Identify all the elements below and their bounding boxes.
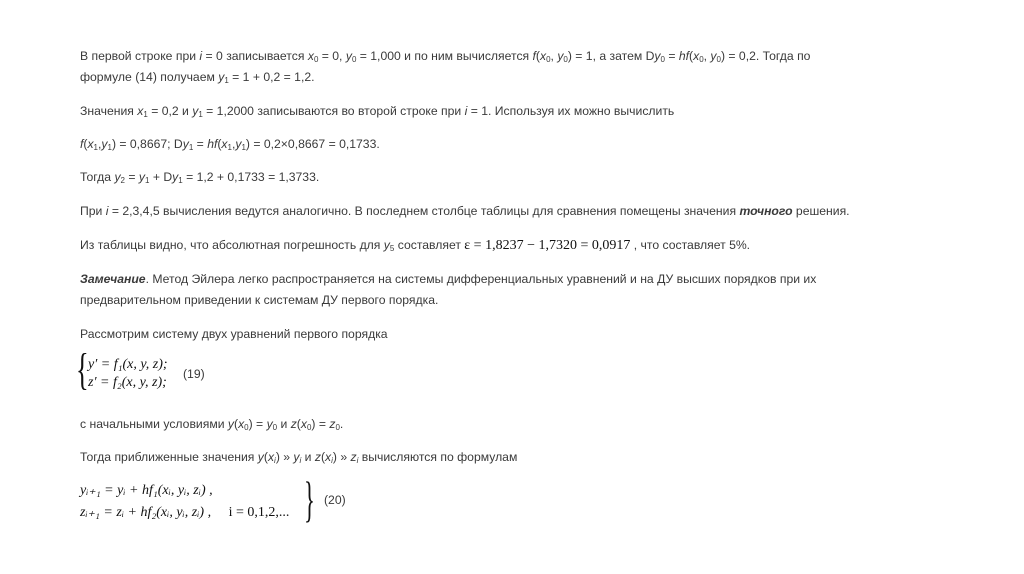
var-z: z bbox=[329, 417, 336, 431]
sub: 0 bbox=[660, 55, 665, 64]
var-x: x bbox=[539, 49, 547, 63]
text: = 1,2000 записываются во второй строке при bbox=[202, 104, 465, 118]
sub: 0 bbox=[716, 55, 721, 64]
text: Рассмотрим систему двух уравнений первого порядка bbox=[80, 327, 388, 341]
paragraph-4 bbox=[80, 167, 319, 188]
paragraph-1 bbox=[80, 46, 810, 67]
var-y: y bbox=[218, 70, 225, 84]
var-x: x bbox=[693, 49, 700, 63]
sub: 0 bbox=[563, 55, 568, 64]
text: ) » bbox=[275, 450, 294, 464]
sub-i: i bbox=[274, 456, 276, 465]
paragraph-5 bbox=[80, 201, 850, 222]
var-z: z bbox=[314, 450, 321, 464]
paragraph-1-line-2 bbox=[80, 67, 315, 88]
text: и bbox=[301, 450, 315, 464]
var-x: x bbox=[325, 450, 332, 464]
var-i: i bbox=[199, 49, 203, 63]
sub: 0 bbox=[244, 423, 249, 432]
var-i: i bbox=[464, 104, 468, 118]
var-y: y bbox=[172, 170, 179, 184]
var-f: f bbox=[532, 49, 536, 63]
var-i: i bbox=[105, 204, 109, 218]
text: = 1. Используя их можно вычислить bbox=[467, 104, 675, 118]
text: ( bbox=[535, 49, 540, 63]
paragraph-2 bbox=[80, 101, 674, 122]
text: = 2,3,4,5 вычисления ведутся аналогично. В последнем столбце таблицы для сравнения помещены значения bbox=[108, 204, 740, 218]
text: вычисляются по формулам bbox=[358, 450, 518, 464]
var-y: y bbox=[235, 137, 242, 151]
paragraph-3 bbox=[80, 134, 380, 155]
paragraph-7-line-2 bbox=[80, 290, 438, 311]
var-y: y bbox=[383, 238, 390, 252]
var-y: y bbox=[345, 49, 352, 63]
sub: 5 bbox=[389, 244, 395, 253]
var-z: z bbox=[350, 450, 357, 464]
sub: 1 bbox=[93, 143, 98, 152]
text: ) = 0,2. Тогда по bbox=[720, 49, 811, 63]
var-f: f bbox=[80, 137, 84, 151]
text: , что составляет 5%. bbox=[630, 238, 751, 252]
text: + D bbox=[149, 170, 173, 184]
sub: 2 bbox=[120, 176, 125, 185]
text: Тогда приближенные значения bbox=[80, 450, 258, 464]
var-y: y bbox=[101, 137, 108, 151]
emphasis: точного bbox=[739, 204, 793, 218]
text: = 0 записывается bbox=[202, 49, 308, 63]
text: = bbox=[664, 49, 679, 63]
text: ( bbox=[234, 417, 239, 431]
sub: 0 bbox=[351, 55, 357, 64]
text: = bbox=[193, 137, 208, 151]
sub: 1 bbox=[188, 143, 194, 152]
text: ) » bbox=[332, 450, 351, 464]
text: и bbox=[277, 417, 291, 431]
equation-label-19: (19) bbox=[183, 367, 205, 381]
sub: 1 bbox=[224, 76, 229, 85]
text: ) = 0,8667; D bbox=[111, 137, 183, 151]
text: = 0, bbox=[318, 49, 346, 63]
system-20 bbox=[80, 480, 289, 524]
sub-i: i bbox=[331, 456, 333, 465]
var-y: y bbox=[192, 104, 199, 118]
error-formula: ε = 1,8237 − 1,7320 = 0,0917 bbox=[464, 238, 631, 253]
var-x: x bbox=[221, 137, 228, 151]
system-19 bbox=[88, 356, 168, 392]
equation-label-20: (20) bbox=[324, 493, 346, 507]
sub-i: i bbox=[356, 456, 359, 465]
text: = 1,2 + 0,1733 = 1,3733. bbox=[182, 170, 320, 184]
text: = 0,2 и bbox=[147, 104, 193, 118]
var-y: y bbox=[654, 49, 661, 63]
paragraph-7 bbox=[80, 269, 816, 290]
sub: 0 bbox=[546, 55, 551, 64]
text: , bbox=[98, 137, 102, 151]
text: = 1 + 0,2 = 1,2. bbox=[228, 70, 315, 84]
text: . Метод Эйлера легко распространяется на системы дифференциальных уравнений и на ДУ высших порядков при их bbox=[145, 272, 817, 286]
text: , bbox=[703, 49, 711, 63]
var-y: y bbox=[557, 49, 564, 63]
right-brace: } bbox=[304, 471, 315, 527]
text: ) = 0,2×0,8667 = 0,1733. bbox=[245, 137, 380, 151]
sub: 1 bbox=[144, 176, 150, 185]
sub: 1 bbox=[227, 143, 232, 152]
sub: 0 bbox=[306, 423, 312, 432]
var-z: z bbox=[290, 417, 297, 431]
text: , bbox=[550, 49, 558, 63]
sub: 1 bbox=[198, 110, 203, 119]
text: = bbox=[125, 170, 139, 184]
sub: 0 bbox=[313, 55, 319, 64]
sub: 0 bbox=[335, 423, 340, 432]
text: составляет bbox=[394, 238, 465, 252]
sub: 0 bbox=[272, 423, 278, 432]
sub: 1 bbox=[107, 143, 112, 152]
var-x: x bbox=[137, 104, 144, 118]
equation-1: yᵢ₊₁ = yᵢ + hf₁(xᵢ, yᵢ, zᵢ) , bbox=[80, 483, 213, 498]
var-hf: hf bbox=[207, 137, 218, 151]
text: = 1,000 и по ним вычисляется bbox=[356, 49, 533, 63]
sub: 1 bbox=[241, 143, 246, 152]
text: Тогда bbox=[80, 170, 115, 184]
text: ( bbox=[83, 137, 88, 151]
text: ) = 1, а затем D bbox=[567, 49, 655, 63]
text: ( bbox=[217, 137, 222, 151]
var-y: y bbox=[266, 417, 273, 431]
text: формуле (14) получаем bbox=[80, 70, 219, 84]
var-y: y bbox=[257, 450, 264, 464]
text: ( bbox=[689, 49, 694, 63]
var-hf: hf bbox=[678, 49, 690, 63]
var-x: x bbox=[238, 417, 245, 431]
var-y: y bbox=[710, 49, 717, 63]
var-y: y bbox=[114, 170, 121, 184]
text: ) = bbox=[311, 417, 330, 431]
equation-2: z′ = f₂(x, y, z); bbox=[88, 375, 167, 390]
var-x: x bbox=[307, 49, 314, 63]
note-heading: Замечание bbox=[80, 272, 146, 286]
text: Значения bbox=[80, 104, 138, 118]
var-y: y bbox=[227, 417, 234, 431]
text: , bbox=[231, 137, 236, 151]
var-x: x bbox=[87, 137, 94, 151]
text: При bbox=[80, 204, 106, 218]
var-y: y bbox=[293, 450, 300, 464]
paragraph-10: Тогда приближенные значения $y(x_i)$ » $y_i$ и $z(x_i)$ » $z_i$ вычисляются по формулам bbox=[80, 450, 518, 465]
sub: 1 bbox=[143, 110, 148, 119]
text: В первой строке при bbox=[80, 49, 200, 63]
equation-2: zᵢ₊₁ = zᵢ + hf₂(xᵢ, yᵢ, zᵢ) , bbox=[80, 505, 212, 520]
text: ( bbox=[296, 417, 301, 431]
text: с начальными условиями bbox=[80, 417, 228, 431]
var-x: x bbox=[267, 450, 275, 464]
left-brace: { bbox=[76, 345, 89, 394]
index-condition: i = 0,1,2,... bbox=[228, 505, 290, 520]
text: ) = bbox=[248, 417, 267, 431]
text: Из таблицы видно, что абсолютная погрешность для bbox=[80, 238, 384, 252]
paragraph-8 bbox=[80, 324, 388, 345]
paragraph-9: с начальными условиями $y(x_0) = y_0$ и $z(x_0) = z_0$. bbox=[80, 417, 344, 432]
var-y: y bbox=[182, 137, 189, 151]
equation-1: y′ = f₁(x, y, z); bbox=[88, 357, 168, 372]
sub-i: i bbox=[299, 456, 302, 465]
sub: 1 bbox=[178, 176, 183, 185]
text: решения. bbox=[792, 204, 850, 218]
var-y: y bbox=[138, 170, 145, 184]
var-x: x bbox=[300, 417, 307, 431]
sub: 0 bbox=[699, 55, 704, 64]
text: предварительном приведении к системам ДУ первого порядка. bbox=[80, 293, 439, 307]
paragraph-6 bbox=[80, 235, 750, 256]
